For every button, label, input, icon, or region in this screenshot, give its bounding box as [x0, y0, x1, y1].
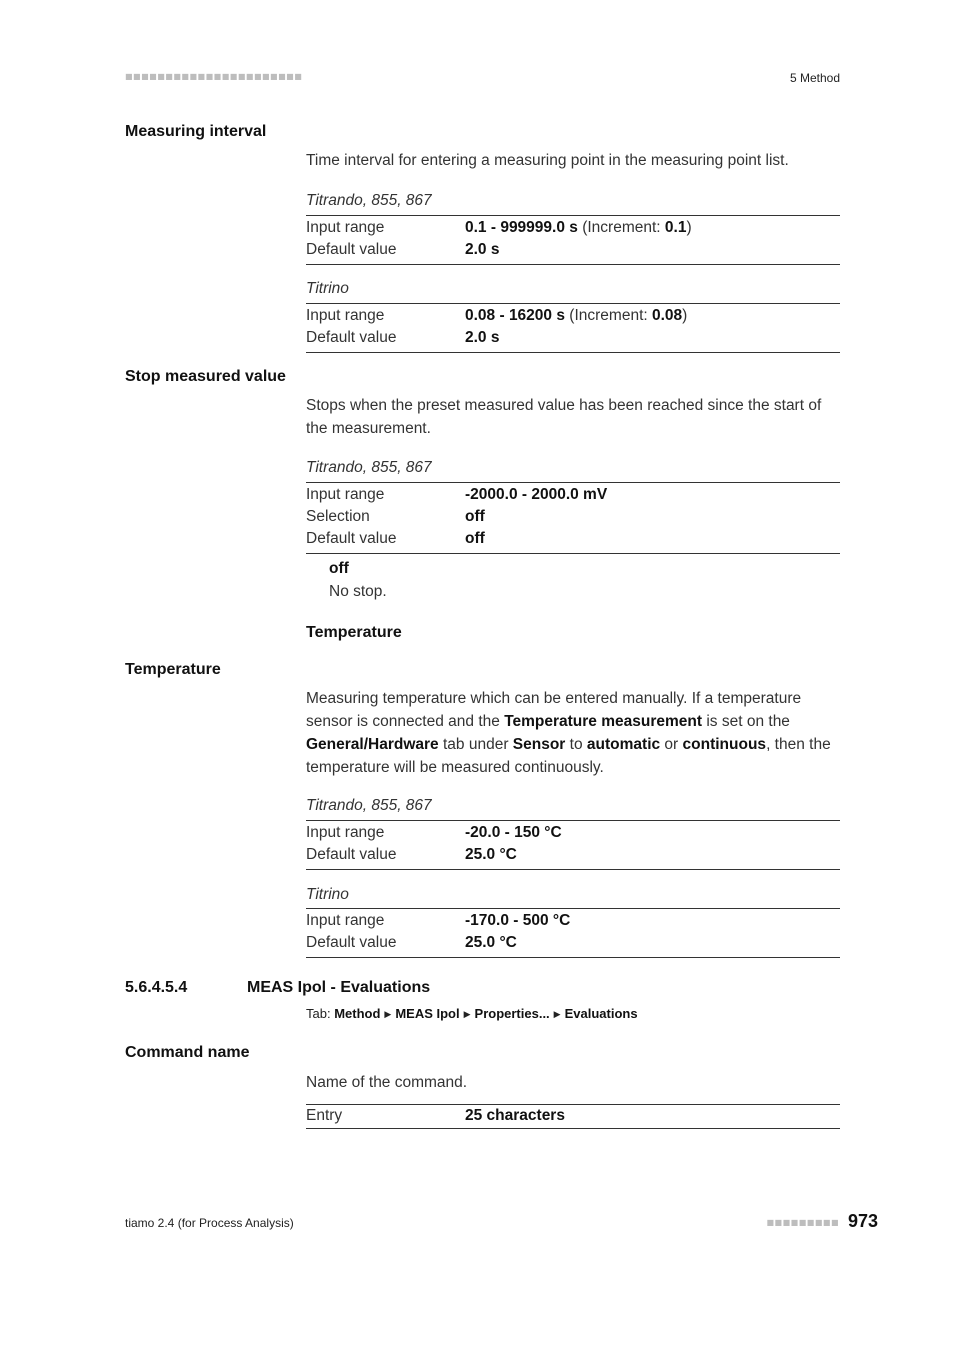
param-table [306, 820, 840, 870]
param-description: Measuring temperature which can be entered manually. If a temperature sensor is connected and the Temperature measurement is set on the General/Hardware tab under Sensor to automatic or continuous, then the temperature will be measured continuously. [306, 690, 831, 776]
row-label: Default value [306, 329, 397, 346]
param-table [306, 908, 840, 958]
row-label: Default value [306, 530, 397, 547]
arrow-right-icon: ▶ [384, 1009, 392, 1019]
row-value: 0.08 - 16200 s (Increment: 0.08) [465, 307, 688, 324]
row-label: Default value [306, 846, 397, 863]
row-label: Input range [306, 824, 385, 841]
table-caption: Titrando, 855, 867 [306, 192, 432, 209]
footer-decoration: ■■■■■■■■■ [766, 1218, 839, 1227]
row-value: -170.0 - 500 °C [465, 912, 571, 929]
table-caption: Titrino [306, 886, 349, 903]
row-label: Input range [306, 486, 385, 503]
row-label: Entry [306, 1107, 343, 1124]
param-description: Stops when the preset measured value has been reached since the start of the measurement. [306, 397, 822, 437]
param-description: Name of the command. [306, 1074, 468, 1091]
table-row [306, 506, 840, 528]
param-table [306, 215, 840, 265]
arrow-right-icon: ▶ [553, 1009, 561, 1019]
option-description: No stop. [329, 583, 387, 600]
table-row [306, 217, 840, 239]
row-value: 25.0 °C [465, 846, 517, 863]
row-label: Input range [306, 219, 385, 236]
param-table [306, 303, 840, 353]
table-row [306, 844, 840, 866]
arrow-right-icon: ▶ [463, 1009, 471, 1019]
row-value: 25.0 °C [465, 934, 517, 951]
tab-path: Tab: Method ▶ MEAS Ipol ▶ Properties... ▶ Evaluations [306, 1006, 638, 1021]
param-heading-temperature: Temperature [125, 661, 221, 678]
header-decoration: ■■■■■■■■■■■■■■■■■■■■■■ [125, 72, 303, 81]
table-row [306, 822, 840, 844]
table-caption: Titrino [306, 280, 349, 297]
row-label: Default value [306, 241, 397, 258]
footer-product: tiamo 2.4 (for Process Analysis) [125, 1216, 294, 1230]
table-row [306, 484, 840, 506]
section-title: MEAS Ipol - Evaluations [247, 979, 431, 996]
subheading-temperature: Temperature [306, 624, 402, 641]
table-row [306, 239, 840, 261]
chapter-title: 5 Method [789, 71, 840, 85]
param-table [306, 1104, 840, 1129]
param-table [306, 482, 840, 554]
row-value: off [465, 508, 485, 525]
row-label: Selection [306, 508, 370, 525]
table-row [306, 305, 840, 327]
row-label: Input range [306, 912, 385, 929]
param-heading-stop-measured-value: Stop measured value [125, 368, 286, 385]
table-row [306, 327, 840, 349]
param-description: Time interval for entering a measuring point in the measuring point list. [306, 152, 789, 169]
option-name: off [329, 560, 349, 577]
param-heading-measuring-interval: Measuring interval [125, 123, 267, 140]
row-value: -20.0 - 150 °C [465, 824, 562, 841]
page-number: 973 [847, 1211, 878, 1231]
table-caption: Titrando, 855, 867 [306, 797, 432, 814]
row-value: -2000.0 - 2000.0 mV [465, 486, 608, 503]
table-caption: Titrando, 855, 867 [306, 459, 432, 476]
row-value: 25 characters [465, 1107, 565, 1124]
param-heading-command-name: Command name [125, 1044, 250, 1061]
table-row [306, 910, 840, 932]
table-row [306, 932, 840, 954]
row-value: 0.1 - 999999.0 s (Increment: 0.1) [465, 219, 692, 236]
row-value: 2.0 s [465, 329, 500, 346]
section-number: 5.6.4.5.4 [125, 979, 188, 996]
table-row [306, 1105, 840, 1127]
row-label: Default value [306, 934, 397, 951]
row-label: Input range [306, 307, 385, 324]
row-value: 2.0 s [465, 241, 500, 258]
table-row [306, 528, 840, 550]
row-value: off [465, 530, 485, 547]
